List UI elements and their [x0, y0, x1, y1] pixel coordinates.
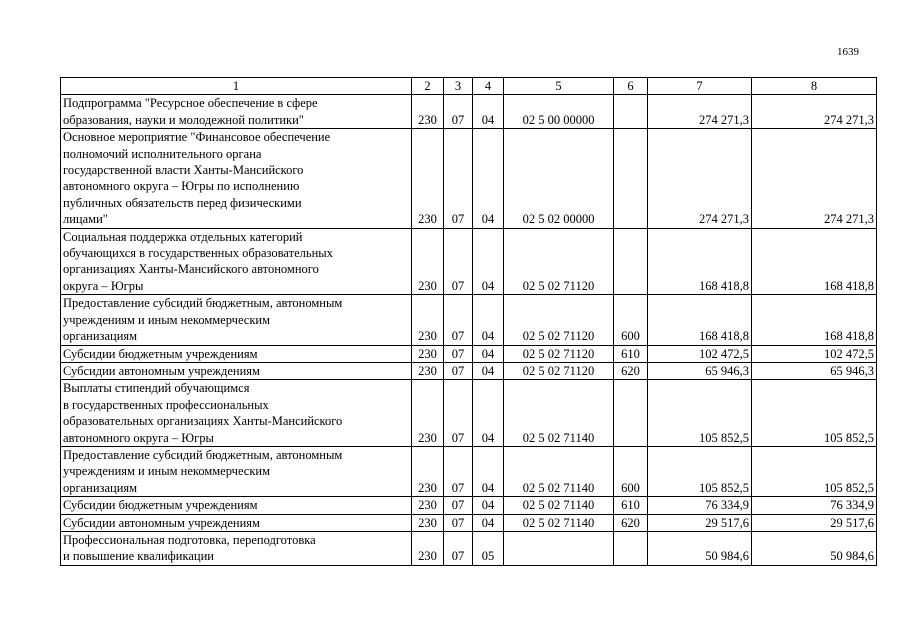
- section-code-cell: 07: [444, 446, 473, 496]
- table-row: [61, 514, 877, 531]
- amount-cell: 50 984,6: [648, 531, 752, 565]
- amount-cell: 65 946,3: [648, 362, 752, 379]
- table-row: [61, 446, 877, 496]
- target-article-cell: 02 5 02 71120: [504, 295, 614, 345]
- target-article-cell: 02 5 02 71140: [504, 497, 614, 514]
- column-header: 7: [648, 78, 752, 95]
- ministry-code-cell: 230: [412, 497, 444, 514]
- item-name-cell: Подпрограмма "Ресурсное обеспечение в сфере образования, науки и молодежной политики": [61, 95, 412, 129]
- expense-type-cell: 620: [614, 514, 648, 531]
- amount-cell: 274 271,3: [752, 129, 877, 228]
- amount-cell: 274 271,3: [752, 95, 877, 129]
- target-article-cell: 02 5 02 71120: [504, 228, 614, 295]
- amount-cell: 76 334,9: [752, 497, 877, 514]
- section-code-cell: 07: [444, 345, 473, 362]
- ministry-code-cell: 230: [412, 531, 444, 565]
- subsection-code-cell: 04: [473, 362, 504, 379]
- item-name-cell: Предоставление субсидий бюджетным, автономным учреждениям и иным некоммерческим организациям: [61, 446, 412, 496]
- ministry-code-cell: 230: [412, 446, 444, 496]
- expense-type-cell: [614, 228, 648, 295]
- item-name-cell: Субсидии автономным учреждениям: [61, 362, 412, 379]
- amount-cell: 29 517,6: [648, 514, 752, 531]
- amount-cell: 105 852,5: [648, 380, 752, 447]
- amount-cell: 168 418,8: [648, 228, 752, 295]
- item-name-cell: Основное мероприятие "Финансовое обеспечение полномочий исполнительного органа государственной власти Ханты-Мансийского автономного округа – Югры по исполнению публичных обязательств перед физическими лицами": [61, 129, 412, 228]
- target-article-cell: 02 5 02 71140: [504, 514, 614, 531]
- amount-cell: 76 334,9: [648, 497, 752, 514]
- table-row: [61, 497, 877, 514]
- section-code-cell: 07: [444, 228, 473, 295]
- amount-cell: 102 472,5: [648, 345, 752, 362]
- ministry-code-cell: 230: [412, 345, 444, 362]
- amount-cell: 168 418,8: [752, 295, 877, 345]
- item-name-cell: Профессиональная подготовка, переподготовка и повышение квалификации: [61, 531, 412, 565]
- expense-type-cell: [614, 129, 648, 228]
- section-code-cell: 07: [444, 295, 473, 345]
- target-article-cell: 02 5 00 00000: [504, 95, 614, 129]
- amount-cell: 105 852,5: [648, 446, 752, 496]
- table-row: [61, 531, 877, 565]
- section-code-cell: 07: [444, 362, 473, 379]
- column-header: 1: [61, 78, 412, 95]
- section-code-cell: 07: [444, 380, 473, 447]
- table-row: [61, 345, 877, 362]
- item-name-cell: Социальная поддержка отдельных категорий обучающихся в государственных образовательных организациях Ханты-Мансийского автономного округа – Югры: [61, 228, 412, 295]
- amount-cell: 168 418,8: [648, 295, 752, 345]
- expense-type-cell: [614, 95, 648, 129]
- item-name-cell: Субсидии автономным учреждениям: [61, 514, 412, 531]
- expense-type-cell: 610: [614, 497, 648, 514]
- subsection-code-cell: 04: [473, 228, 504, 295]
- item-name-cell: Выплаты стипендий обучающимся в государственных профессиональных образовательных организациях Ханты-Мансийского автономного округа – Югры: [61, 380, 412, 447]
- column-header: 3: [444, 78, 473, 95]
- section-code-cell: 07: [444, 95, 473, 129]
- ministry-code-cell: 230: [412, 228, 444, 295]
- ministry-code-cell: 230: [412, 129, 444, 228]
- subsection-code-cell: 04: [473, 514, 504, 531]
- amount-cell: 102 472,5: [752, 345, 877, 362]
- column-header: 8: [752, 78, 877, 95]
- target-article-cell: 02 5 02 71140: [504, 446, 614, 496]
- budget-table: [60, 77, 877, 566]
- target-article-cell: 02 5 02 00000: [504, 129, 614, 228]
- expense-type-cell: [614, 380, 648, 447]
- amount-cell: 274 271,3: [648, 95, 752, 129]
- subsection-code-cell: 04: [473, 446, 504, 496]
- section-code-cell: 07: [444, 514, 473, 531]
- ministry-code-cell: 230: [412, 362, 444, 379]
- ministry-code-cell: 230: [412, 295, 444, 345]
- expense-type-cell: [614, 531, 648, 565]
- amount-cell: 105 852,5: [752, 380, 877, 447]
- amount-cell: 29 517,6: [752, 514, 877, 531]
- table-row: [61, 380, 877, 447]
- column-header: 4: [473, 78, 504, 95]
- page-number: 1639: [837, 46, 859, 58]
- amount-cell: 168 418,8: [752, 228, 877, 295]
- column-header: 6: [614, 78, 648, 95]
- expense-type-cell: 620: [614, 362, 648, 379]
- header-row: [61, 78, 877, 95]
- table-row: [61, 295, 877, 345]
- item-name-cell: Субсидии бюджетным учреждениям: [61, 497, 412, 514]
- column-header: 2: [412, 78, 444, 95]
- amount-cell: 65 946,3: [752, 362, 877, 379]
- amount-cell: 105 852,5: [752, 446, 877, 496]
- section-code-cell: 07: [444, 497, 473, 514]
- subsection-code-cell: 04: [473, 129, 504, 228]
- target-article-cell: [504, 531, 614, 565]
- ministry-code-cell: 230: [412, 514, 444, 531]
- subsection-code-cell: 04: [473, 345, 504, 362]
- item-name-cell: Субсидии бюджетным учреждениям: [61, 345, 412, 362]
- column-header: 5: [504, 78, 614, 95]
- expense-type-cell: 600: [614, 295, 648, 345]
- section-code-cell: 07: [444, 129, 473, 228]
- section-code-cell: 07: [444, 531, 473, 565]
- subsection-code-cell: 04: [473, 295, 504, 345]
- subsection-code-cell: 04: [473, 497, 504, 514]
- item-name-cell: Предоставление субсидий бюджетным, автономным учреждениям и иным некоммерческим организациям: [61, 295, 412, 345]
- ministry-code-cell: 230: [412, 95, 444, 129]
- expense-type-cell: 610: [614, 345, 648, 362]
- table-row: [61, 362, 877, 379]
- amount-cell: 274 271,3: [648, 129, 752, 228]
- target-article-cell: 02 5 02 71140: [504, 380, 614, 447]
- table-row: [61, 129, 877, 228]
- subsection-code-cell: 04: [473, 95, 504, 129]
- table-row: [61, 95, 877, 129]
- subsection-code-cell: 04: [473, 380, 504, 447]
- amount-cell: 50 984,6: [752, 531, 877, 565]
- target-article-cell: 02 5 02 71120: [504, 345, 614, 362]
- subsection-code-cell: 05: [473, 531, 504, 565]
- ministry-code-cell: 230: [412, 380, 444, 447]
- target-article-cell: 02 5 02 71120: [504, 362, 614, 379]
- table-row: [61, 228, 877, 295]
- expense-type-cell: 600: [614, 446, 648, 496]
